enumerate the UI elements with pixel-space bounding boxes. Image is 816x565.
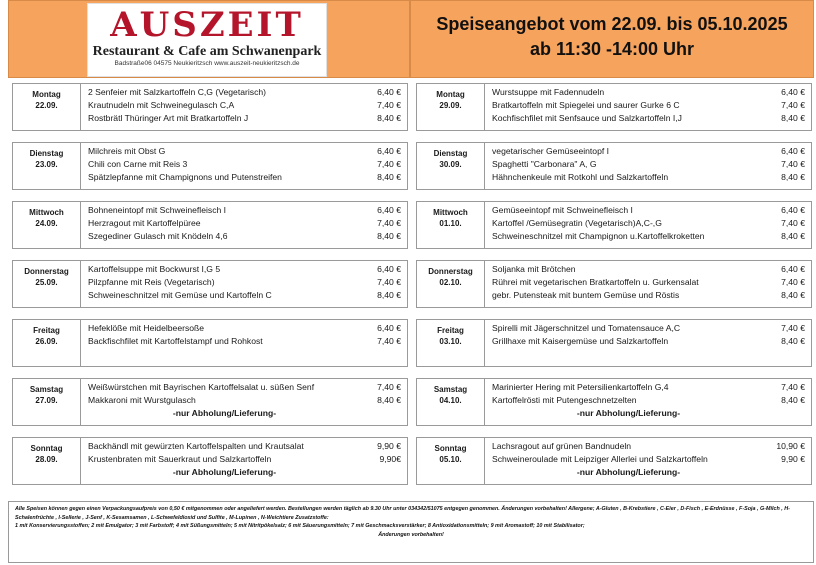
dish-price: 6,40 € [377,87,401,97]
logo-subtitle: Restaurant & Cafe am Schwanenpark [92,44,322,59]
day-date: 28.09. [35,455,58,464]
day-date: 03.10. [439,337,462,346]
day-name: Samstag [29,385,64,394]
dish-item [88,335,401,348]
day-date: 27.09. [35,396,58,405]
dish-price: 8,40 € [781,336,805,346]
dish-item [88,394,401,407]
dish-name: Bratkartoffeln mit Spiegelei und saurer Gurke 6 C [492,100,680,110]
dish-item [492,171,805,184]
dish-price: 8,40 € [781,290,805,300]
dish-price: 6,40 € [781,205,805,215]
dish-list [492,86,805,125]
day-cell [417,320,485,366]
dish-price: 10,90 € [776,441,805,451]
day-cell [13,84,81,130]
dish-list [88,204,401,243]
day-date: 22.09. [35,101,58,110]
restaurant-logo [87,3,327,77]
dish-list [492,263,805,302]
dish-item [88,276,401,289]
dish-item [88,145,401,158]
dish-list [88,440,401,479]
dish-name: Hefeklöße mit Heidelbeersoße [88,323,205,333]
dish-item [492,335,805,348]
day-row [416,142,812,190]
dish-price: 8,40 € [377,113,401,123]
dish-name: Schweineroulade mit Leipziger Allerlei und Salzkartoffeln [492,454,708,464]
dish-list [492,440,805,479]
day-name: Dienstag [433,149,468,158]
day-date: 25.09. [35,278,58,287]
pickup-delivery-note: -nur Abholung/Lieferung- [172,408,277,418]
day-row [12,437,408,485]
dish-price: 7,40 € [377,218,401,228]
dish-item [492,289,805,302]
pickup-delivery-note: -nur Abholung/Lieferung- [576,467,681,477]
dish-list [492,204,805,243]
dish-list [492,145,805,184]
dish-price: 6,40 € [377,264,401,274]
dish-price: 9,90 € [781,454,805,464]
dish-price: 8,40 € [781,172,805,182]
dish-list [88,263,401,302]
dish-item [492,276,805,289]
footer-notes [8,501,814,563]
logo-address: Badstraße06 04575 Neukieritzsch www.auszeit-neukieritzsch.de [114,60,300,67]
day-name: Samstag [433,385,468,394]
day-cell [417,143,485,189]
dish-name: Backfischfilet mit Kartoffelstampf und Rohkost [88,336,263,346]
dish-item [492,394,805,407]
dish-name: Kartoffelsuppe mit Bockwurst I,G 5 [88,264,221,274]
dish-item [492,86,805,99]
day-date: 01.10. [439,219,462,228]
day-name: Sonntag [30,444,63,453]
dish-name: Weißwürstchen mit Bayrischen Kartoffelsalat u. süßen Senf [88,382,315,392]
dish-item [88,230,401,243]
day-name: Dienstag [29,149,64,158]
day-cell [13,202,81,248]
dish-item [88,289,401,302]
dish-item [492,322,805,335]
day-cell [417,261,485,307]
day-name: Montag [436,90,465,99]
dish-price: 7,40 € [377,277,401,287]
day-cell [417,84,485,130]
day-date: 23.09. [35,160,58,169]
dish-list [88,86,401,125]
pickup-delivery-note: -nur Abholung/Lieferung- [576,408,681,418]
dish-item [88,217,401,230]
dish-price: 7,40 € [377,159,401,169]
dish-price: 7,40 € [781,159,805,169]
day-date: 29.09. [439,101,462,110]
dish-name: Spätzlepfanne mit Champignons und Putenstreifen [88,172,282,182]
day-row [12,260,408,308]
day-row [416,319,812,367]
dish-price: 6,40 € [377,205,401,215]
dish-item [88,86,401,99]
logo-wordmark: AUSZEIT [110,5,304,45]
day-cell [13,379,81,425]
dish-price: 8,40 € [377,395,401,405]
day-date: 02.10. [439,278,462,287]
dish-item [88,263,401,276]
dish-name: Grillhaxe mit Kaisergemüse und Salzkartoffeln [492,336,669,346]
day-date: 05.10. [439,455,462,464]
dish-list [492,381,805,420]
pickup-delivery-note: -nur Abholung/Lieferung- [172,467,277,477]
day-cell [417,379,485,425]
day-row [416,260,812,308]
day-row [416,437,812,485]
dish-price: 8,40 € [377,231,401,241]
dish-item [492,204,805,217]
dish-name: Pilzpfanne mit Reis (Vegetarisch) [88,277,215,287]
dish-name: Krautnudeln mit Schweinegulasch C,A [88,100,235,110]
day-row [12,142,408,190]
dish-item [88,381,401,394]
dish-name: Hähnchenkeule mit Rotkohl und Salzkartoffeln [492,172,669,182]
dish-name: gebr. Putensteak mit buntem Gemüse und Röstis [492,290,680,300]
dish-item [492,263,805,276]
dish-name: Szegediner Gulasch mit Knödeln 4,6 [88,231,228,241]
dish-name: Kartoffel /Gemüsegratin (Vegetarisch)A,C-,G [492,218,662,228]
dish-price: 6,40 € [377,146,401,156]
dish-item [88,171,401,184]
dish-price: 7,40 € [781,100,805,110]
day-name: Donnerstag [428,267,473,276]
dish-item [88,440,401,453]
dish-name: Rührei mit vegetarischen Bratkartoffeln u. Gurkensalat [492,277,699,287]
dish-item [88,322,401,335]
day-cell [417,202,485,248]
dish-list [88,381,401,420]
dish-item [492,99,805,112]
day-row [12,83,408,131]
day-cell [13,261,81,307]
dish-price: 8,40 € [781,231,805,241]
dish-item [88,453,401,466]
day-row [12,378,408,426]
day-name: Mittwoch [433,208,468,217]
dish-item [492,112,805,125]
dish-name: Schweineschnitzel mit Gemüse und Kartoffeln C [88,290,272,300]
dish-name: Soljanka mit Brötchen [492,264,576,274]
dish-price: 7,40 € [377,382,401,392]
dish-item [88,112,401,125]
day-date: 04.10. [439,396,462,405]
dish-price: 7,40 € [781,277,805,287]
day-cell [13,143,81,189]
day-date: 30.09. [439,160,462,169]
dish-name: Spirelli mit Jägerschnitzel und Tomatensauce A,C [492,323,681,333]
footer-additives-text: 1 mit Konservierungsstoffen; 2 mit Emulgator; 3 mit Farbstoff; 4 mit Süßungsmitteln; 5 mit Nitritpökelsalz; 6 mit Säuerungsmitteln; 7 mit Geschmacksverstärker; 8 Antioxidationsmitteln; 9 mit Aromastoff; 10 mit Stabilisator; [15,523,585,530]
dish-item [492,145,805,158]
dish-item [492,217,805,230]
dish-price: 8,40 € [377,172,401,182]
dish-list [88,322,401,348]
dish-price: 8,40 € [377,290,401,300]
day-cell [13,438,81,484]
menu-hours: ab 11:30 -14:00 Uhr [529,39,695,59]
dish-name: Lachsragout auf grünen Bandnudeln [492,441,632,451]
dish-item [88,99,401,112]
day-date: 24.09. [35,219,58,228]
header-right-panel [410,0,814,78]
header-left-panel [8,0,410,78]
day-name: Freitag [437,326,464,335]
dish-price: 9,90€ [379,454,401,464]
dish-item [492,381,805,394]
dish-name: Bohneneintopf mit Schweinefleisch I [88,205,227,215]
dish-name: Marinierter Hering mit Petersilienkartoffeln G,4 [492,382,669,392]
dish-name: Kochfischfilet mit Senfsauce und Salzkartoffeln I,J [492,113,682,123]
day-row [12,319,408,367]
day-row [416,83,812,131]
dish-price: 7,40 € [377,100,401,110]
dish-price: 8,40 € [781,113,805,123]
dish-name: Spaghetti "Carbonara" A, G [492,159,597,169]
day-cell [417,438,485,484]
menu-title: Speiseangebot vom 22.09. bis 05.10.2025 [436,14,788,34]
dish-name: Kartoffelrösti mit Putengeschnetzelten [492,395,637,405]
dish-name: Herzragout mit Kartoffelpüree [88,218,201,228]
dish-item [88,158,401,171]
dish-item [492,158,805,171]
dish-list [88,145,401,184]
dish-price: 6,40 € [781,87,805,97]
dish-name: Gemüseeintopf mit Schweinefleisch I [492,205,633,215]
dish-list [492,322,805,348]
day-name: Sonntag [434,444,467,453]
day-name: Montag [32,90,61,99]
dish-price: 7,40 € [781,382,805,392]
dish-price: 7,40 € [781,323,805,333]
dish-name: 2 Senfeier mit Salzkartoffeln C,G (Vegetarisch) [88,87,267,97]
dish-price: 7,40 € [377,336,401,346]
dish-name: Rostbrätl Thüringer Art mit Bratkartoffeln J [88,113,249,123]
dish-item [492,230,805,243]
dish-price: 7,40 € [781,218,805,228]
dish-item [492,440,805,453]
day-name: Freitag [33,326,60,335]
dish-item [88,204,401,217]
day-date: 26.09. [35,337,58,346]
dish-price: 8,40 € [781,395,805,405]
dish-name: Backhändl mit gewürzten Kartoffelspalten und Krautsalat [88,441,304,451]
dish-price: 6,40 € [781,264,805,274]
dish-price: 6,40 € [781,146,805,156]
dish-name: Schweineschnitzel mit Champignon u.Kartoffelkroketten [492,231,705,241]
day-row [416,201,812,249]
day-name: Donnerstag [24,267,69,276]
dish-name: Wurstsuppe mit Fadennudeln [492,87,605,97]
dish-price: 6,40 € [377,323,401,333]
day-name: Mittwoch [29,208,64,217]
dish-name: Makkaroni mit Wurstgulasch [88,395,196,405]
dish-name: vegetarischer Gemüseeintopf I [492,146,610,156]
dish-item [492,453,805,466]
footer-allergen-text: Alle Speisen können gegen einen Verpackungsaufpreis von 0,50 € mitgenommen oder angeliefert werden. Bestellungen werden täglich ab 9.30 Uhr unter 034342/51075 entgegen genommen. Änderungen vorbehalten! Allergene; A-Gluten , B-Krebstiere , C-Eier , D-Fisch , E-Erdnüsse , F-Soja , G-Milch , H-Schalenfrüchte , I-Sellerie , J-Senf , K-Sesamsamen , L-Schwefeldioxid und Sulfite , M-Lupinen , N-Weichtiere Zusatzstoffe: [15,506,790,521]
day-row [416,378,812,426]
dish-price: 9,90 € [377,441,401,451]
day-cell [13,320,81,366]
day-row [12,201,408,249]
footer-disclaimer: Änderungen vorbehalten! [378,531,444,538]
dish-name: Milchreis mit Obst G [88,146,166,156]
dish-name: Chili con Carne mit Reis 3 [88,159,188,169]
dish-name: Krustenbraten mit Sauerkraut und Salzkartoffeln [88,454,272,464]
